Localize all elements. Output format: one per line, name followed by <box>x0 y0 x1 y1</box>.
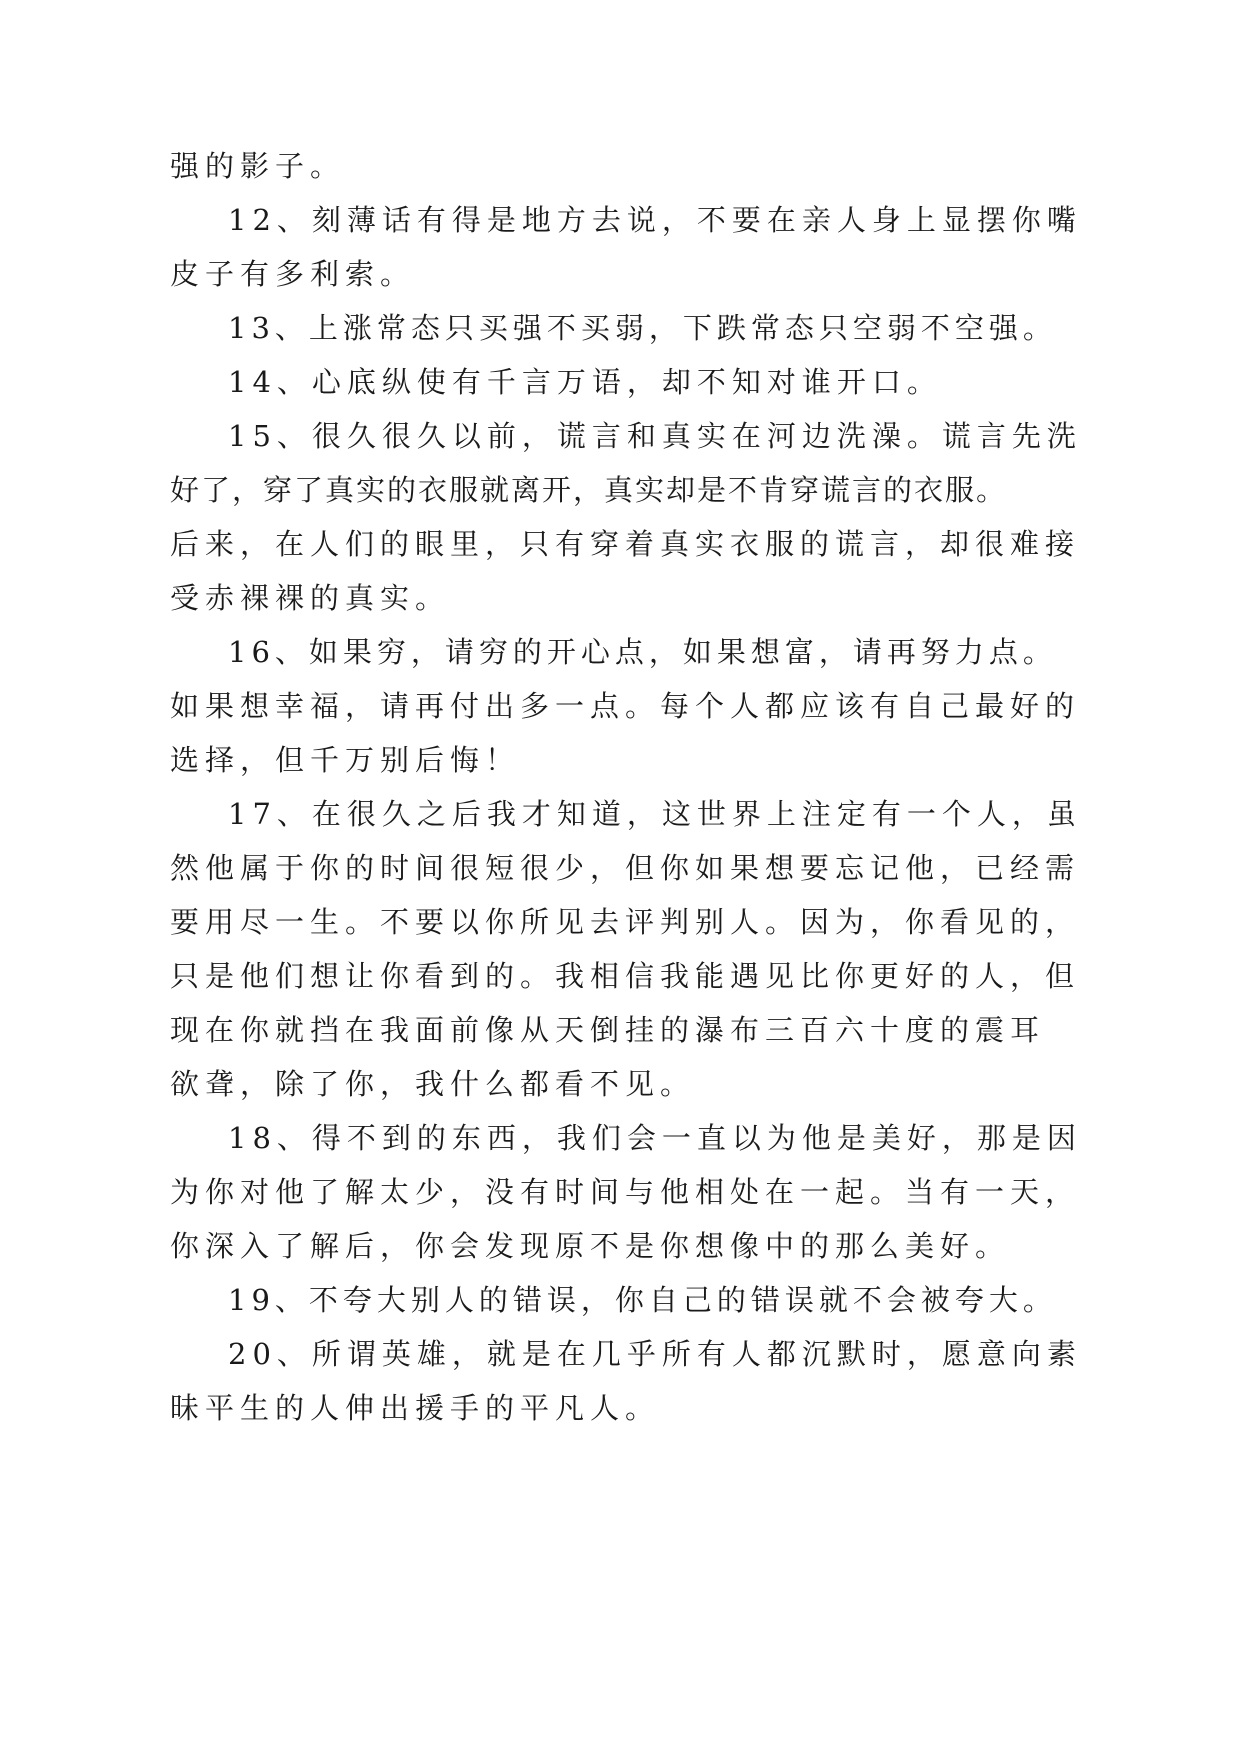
text-line: 你深入了解后，你会发现原不是你想像中的那么美好。 <box>170 1229 1011 1263</box>
text-line: 20、所谓英雄，就是在几乎所有人都沉默时，愿意向素 <box>228 1337 1082 1371</box>
text-line: 15、很久很久以前，谎言和真实在河边洗澡。谎言先洗 <box>228 419 1082 453</box>
text-line: 19、不夸大别人的错误，你自己的错误就不会被夸大。 <box>228 1283 1057 1317</box>
text-line: 13、上涨常态只买强不买弱，下跌常态只空弱不空强。 <box>228 311 1057 345</box>
text-line: 选择，但千万别后悔！ <box>170 743 521 777</box>
text-line: 如果想幸福，请再付出多一点。每个人都应该有自己最好的 <box>170 689 1081 723</box>
text-line: 18、得不到的东西，我们会一直以为他是美好，那是因 <box>228 1121 1082 1155</box>
text-line: 欲聋，除了你，我什么都看不见。 <box>170 1067 696 1101</box>
text-line: 然他属于你的时间很短很少，但你如果想要忘记他，已经需 <box>170 851 1081 885</box>
text-line: 昧平生的人伸出援手的平凡人。 <box>170 1391 661 1425</box>
text-line: 好了，穿了真实的衣服就离开，真实却是不肯穿谎言的衣服。 <box>170 473 1008 507</box>
text-line: 14、心底纵使有千言万语，却不知对谁开口。 <box>228 365 942 399</box>
text-line: 只是他们想让你看到的。我相信我能遇见比你更好的人，但 <box>170 959 1081 993</box>
text-line: 皮子有多利索。 <box>170 257 416 291</box>
text-line: 要用尽一生。不要以你所见去评判别人。因为，你看见的， <box>170 905 1081 939</box>
text-line: 17、在很久之后我才知道，这世界上注定有一个人，虽 <box>228 797 1082 831</box>
text-line: 16、如果穷，请穷的开心点，如果想富，请再努力点。 <box>228 635 1057 669</box>
text-line: 受赤裸裸的真实。 <box>170 581 451 615</box>
text-line: 后来，在人们的眼里，只有穿着真实衣服的谎言，却很难接 <box>170 527 1081 561</box>
text-line: 强的影子。 <box>170 149 346 183</box>
text-line: 12、刻薄话有得是地方去说，不要在亲人身上显摆你嘴 <box>228 203 1082 237</box>
text-line: 现在你就挡在我面前像从天倒挂的瀑布三百六十度的震耳 <box>170 1013 1046 1047</box>
text-line: 为你对他了解太少，没有时间与他相处在一起。当有一天， <box>170 1175 1081 1209</box>
